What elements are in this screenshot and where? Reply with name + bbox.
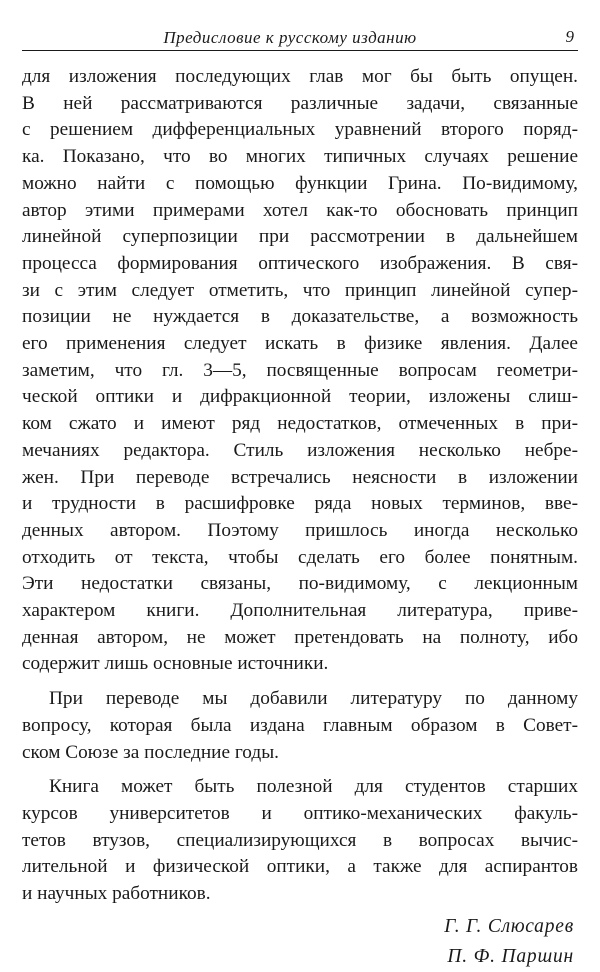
paragraph-3: [22, 774, 578, 908]
signature-parshin: П. Ф. Паршин: [447, 946, 574, 967]
text-line: позиции не нуждается в доказательстве, а возможность: [22, 306, 578, 328]
text-line: Книга может быть полезной для студентов старших: [49, 776, 578, 798]
body-text: [22, 64, 578, 916]
text-line: для изложения последующих глав мог бы быть опущен.: [22, 66, 578, 87]
paragraph-1: [22, 64, 578, 678]
running-title: Предисловие к русскому изданию: [163, 28, 417, 47]
text-line: В ней рассматриваются различные задачи, связанные: [22, 92, 578, 114]
text-line: и научных работников.: [22, 883, 211, 905]
text-line: При переводе мы добавили литературу по данному: [49, 688, 578, 710]
text-line: ка. Показано, что во многих типичных случаях решение: [22, 146, 578, 168]
text-line: денных автором. Поэтому пришлось иногда несколько: [22, 519, 578, 541]
text-line: ском Союзе за последние годы.: [22, 741, 279, 763]
paragraph-2: [22, 686, 578, 766]
text-line: курсов университетов и оптико-механических факуль-: [22, 802, 578, 824]
text-line: зи с этим следует отметить, что принцип линейной супер-: [22, 279, 578, 301]
text-line: содержит лишь основные источники.: [22, 653, 329, 675]
page-number: 9: [565, 27, 574, 46]
text-line: тетов втузов, специализирующихся в вопросах вычис-: [22, 829, 578, 851]
text-line: ческой оптики и дифракционной теории, изложены слиш-: [22, 386, 578, 408]
signatures: [444, 912, 574, 972]
text-line: его применения следует искать в физике явления. Далее: [22, 333, 578, 355]
text-line: вопросу, которая была издана главным образом в Совет-: [22, 714, 578, 736]
signature-slyusarev: Г. Г. Слюсарев: [444, 916, 574, 937]
text-line: процесса формирования оптического изображения. В свя-: [22, 252, 578, 274]
text-line: отходить от текста, чтобы сделать его более понятным.: [22, 546, 578, 568]
running-head: [22, 24, 578, 51]
text-line: заметим, что гл. 3—5, посвященные вопросам геометри-: [22, 359, 578, 381]
text-line: ком сжато и имеют ряд недостатков, отмеченных в при-: [22, 413, 578, 435]
text-line: с решением дифференциальных уравнений второго поряд-: [22, 119, 578, 141]
text-line: автор этими примерами хотел как-то обосновать принцип: [22, 199, 578, 221]
text-line: мечаниях редактора. Стиль изложения несколько небре-: [22, 439, 578, 461]
text-line: характером книги. Дополнительная литература, приве-: [22, 600, 578, 622]
text-line: и трудности в расшифровке ряда новых терминов, вве-: [22, 493, 578, 515]
text-line: можно найти с помощью функции Грина. По-видимому,: [22, 172, 578, 194]
text-line: денная автором, не может претендовать на полноту, ибо: [22, 626, 578, 648]
text-line: лительной и физической оптики, а также для аспирантов: [22, 856, 578, 878]
text-line: жен. При переводе встречались неясности в изложении: [22, 466, 578, 488]
text-line: линейной суперпозиции при рассмотрении в дальнейшем: [22, 226, 578, 248]
text-line: Эти недостатки связаны, по-видимому, с лекционным: [22, 573, 578, 595]
